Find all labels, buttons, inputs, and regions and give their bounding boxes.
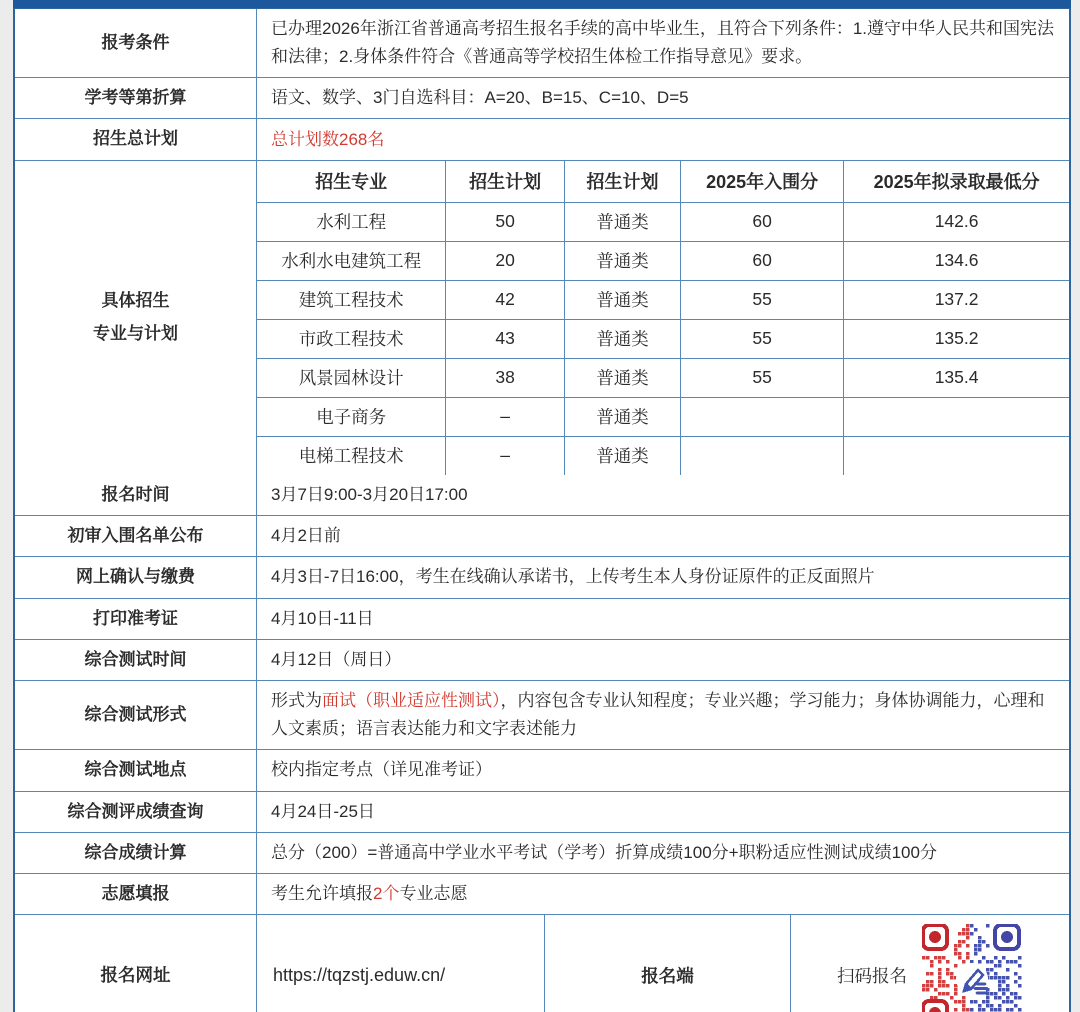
plan-section-label-line1: 具体招生 bbox=[101, 291, 170, 311]
row-label: 综合测评成绩查询 bbox=[15, 792, 257, 832]
qr-code bbox=[921, 924, 1023, 1012]
row-value bbox=[257, 792, 1069, 832]
plan-cell: 20 bbox=[445, 241, 564, 280]
row-label: 志愿填报 bbox=[15, 874, 257, 914]
info-rows-bottom bbox=[15, 475, 1069, 915]
plan-cell: 55 bbox=[680, 280, 843, 319]
plan-cell: 风景园林设计 bbox=[257, 358, 445, 397]
plan-cell: 普通类 bbox=[564, 358, 680, 397]
plan-section-label bbox=[15, 161, 257, 475]
table-row bbox=[15, 515, 1069, 556]
row-value bbox=[257, 78, 1069, 118]
row-value-highlight: 面试（职业适应性测试） bbox=[322, 691, 501, 711]
plan-cell: 142.6 bbox=[843, 202, 1069, 241]
signup-scan-area bbox=[790, 915, 1069, 1012]
plan-cell: 50 bbox=[445, 202, 564, 241]
plan-cell: 建筑工程技术 bbox=[257, 280, 445, 319]
table-row bbox=[15, 475, 1069, 515]
row-value-text: 4月2日前 bbox=[271, 526, 341, 546]
row-value-highlight: 总计划数268名 bbox=[271, 129, 385, 149]
row-value bbox=[257, 557, 1069, 597]
row-value-text: 4月10日-11日 bbox=[271, 608, 374, 628]
plan-cell: 134.6 bbox=[843, 241, 1069, 280]
row-value-text: 考生允许填报 bbox=[271, 884, 373, 904]
plan-cell: – bbox=[445, 397, 564, 436]
table-row bbox=[15, 832, 1069, 873]
scan-label: 扫码报名 bbox=[837, 966, 907, 987]
row-label: 招生总计划 bbox=[15, 119, 257, 159]
plan-cell: 60 bbox=[680, 241, 843, 280]
row-label: 网上确认与缴费 bbox=[15, 557, 257, 597]
plan-section-label-line2: 专业与计划 bbox=[93, 323, 178, 343]
plan-cell: 普通类 bbox=[564, 397, 680, 436]
plan-header-cell: 2025年拟录取最低分 bbox=[843, 161, 1069, 202]
plan-cell: 135.2 bbox=[843, 319, 1069, 358]
row-label: 综合测试形式 bbox=[15, 681, 257, 749]
row-value-text: 4月12日（周日） bbox=[271, 650, 402, 669]
table-row bbox=[15, 749, 1069, 790]
plan-header-cell: 招生计划 bbox=[445, 161, 564, 202]
plan-cell: 水利水电建筑工程 bbox=[257, 241, 445, 280]
plan-table bbox=[257, 161, 1069, 475]
row-label: 综合成绩计算 bbox=[15, 833, 257, 873]
plan-cell: 普通类 bbox=[564, 319, 680, 358]
signup-row bbox=[15, 914, 1069, 1012]
row-value bbox=[257, 874, 1069, 914]
row-value bbox=[257, 640, 1069, 680]
plan-cell: 普通类 bbox=[564, 241, 680, 280]
plan-cell: 38 bbox=[445, 358, 564, 397]
plan-cell: 电子商务 bbox=[257, 397, 445, 436]
row-label: 报考条件 bbox=[15, 9, 257, 77]
plan-cell bbox=[680, 436, 843, 475]
plan-cell bbox=[843, 436, 1069, 475]
plan-cell: 43 bbox=[445, 319, 564, 358]
info-rows-top bbox=[15, 9, 1069, 160]
plan-cell: 55 bbox=[680, 358, 843, 397]
plan-header-cell: 招生专业 bbox=[315, 172, 388, 193]
row-label: 综合测试地点 bbox=[15, 750, 257, 790]
row-label: 初审入围名单公布 bbox=[15, 516, 257, 556]
table-row bbox=[15, 873, 1069, 914]
row-value-text: 专业志愿 bbox=[399, 884, 468, 904]
plan-cell: 135.4 bbox=[843, 358, 1069, 397]
admission-table bbox=[13, 8, 1071, 1012]
row-value bbox=[257, 599, 1069, 639]
row-label: 综合测试时间 bbox=[15, 640, 257, 680]
admission-info-sheet bbox=[13, 0, 1071, 1012]
plan-cell: 60 bbox=[680, 202, 843, 241]
plan-section-row bbox=[15, 160, 1069, 475]
row-value-text: 3月7日9:00-3月20日17:00 bbox=[271, 484, 468, 504]
row-label: 学考等第折算 bbox=[15, 78, 257, 118]
top-divider-bar bbox=[13, 0, 1071, 8]
plan-header-cell: 招生计划 bbox=[564, 161, 680, 202]
row-value bbox=[257, 750, 1069, 790]
row-value-text: 已办理2026年浙江省普通高考招生报名手续的高中毕业生，且符合下列条件：1.遵守中华人民共和国宪法和法律；2.身体条件符合《普通高等学校招生体检工作指导意见》要求。 bbox=[271, 19, 1054, 67]
plan-table-grid bbox=[257, 161, 1069, 475]
table-row bbox=[15, 598, 1069, 639]
table-row bbox=[15, 9, 1069, 77]
plan-cell: 137.2 bbox=[843, 280, 1069, 319]
signup-url-text: https://tqzstj.eduw.cn/ bbox=[273, 965, 446, 986]
row-value-text: 语文、数学、3门自选科目：A=20、B=15、C=10、D=5 bbox=[271, 88, 689, 108]
row-value-highlight: 2个 bbox=[373, 884, 400, 904]
plan-header-cell: 2025年入围分 bbox=[680, 161, 843, 202]
table-row bbox=[15, 680, 1069, 749]
plan-cell bbox=[680, 397, 843, 436]
row-value-text: 形式为 bbox=[271, 691, 322, 711]
plan-cell bbox=[843, 397, 1069, 436]
plan-cell: 普通类 bbox=[564, 202, 680, 241]
signup-portal-label: 报名端 bbox=[544, 915, 790, 1012]
table-row bbox=[15, 77, 1069, 118]
table-row bbox=[15, 556, 1069, 597]
row-value-text: 校内指定考点（详见准考证） bbox=[271, 760, 492, 780]
signup-row-label: 报名网址 bbox=[15, 915, 257, 1012]
plan-cell: 电梯工程技术 bbox=[257, 436, 445, 475]
row-label: 打印准考证 bbox=[15, 599, 257, 639]
plan-cell: 水利工程 bbox=[257, 202, 445, 241]
table-row bbox=[15, 791, 1069, 832]
row-value-text: 4月3日-7日16:00，考生在线确认承诺书，上传考生本人身份证原件的正反面照片 bbox=[271, 567, 875, 587]
row-value bbox=[257, 475, 1069, 515]
plan-cell: 普通类 bbox=[564, 280, 680, 319]
plan-cell: 普通类 bbox=[564, 436, 680, 475]
plan-cell: 市政工程技术 bbox=[257, 319, 445, 358]
row-value bbox=[257, 681, 1069, 749]
row-value bbox=[257, 119, 1069, 159]
row-label: 报名时间 bbox=[15, 475, 257, 515]
table-row bbox=[15, 118, 1069, 159]
row-value-text: 总分（200）=普通高中学业水平考试（学考）折算成绩100分+职粉适应性测试成绩100分 bbox=[271, 842, 937, 862]
row-value-text: 4月24日-25日 bbox=[271, 801, 375, 821]
plan-cell: – bbox=[445, 436, 564, 475]
row-value bbox=[257, 516, 1069, 556]
plan-cell: 55 bbox=[680, 319, 843, 358]
row-value bbox=[257, 9, 1069, 77]
row-value-text: ，内容包含专业认知程度；专业兴趣；学习能力；身体协调能力，心理和人文素质；语言表达能力和文字表述能力 bbox=[271, 691, 1045, 739]
row-value bbox=[257, 833, 1069, 873]
plan-cell: 42 bbox=[445, 280, 564, 319]
table-row bbox=[15, 639, 1069, 680]
